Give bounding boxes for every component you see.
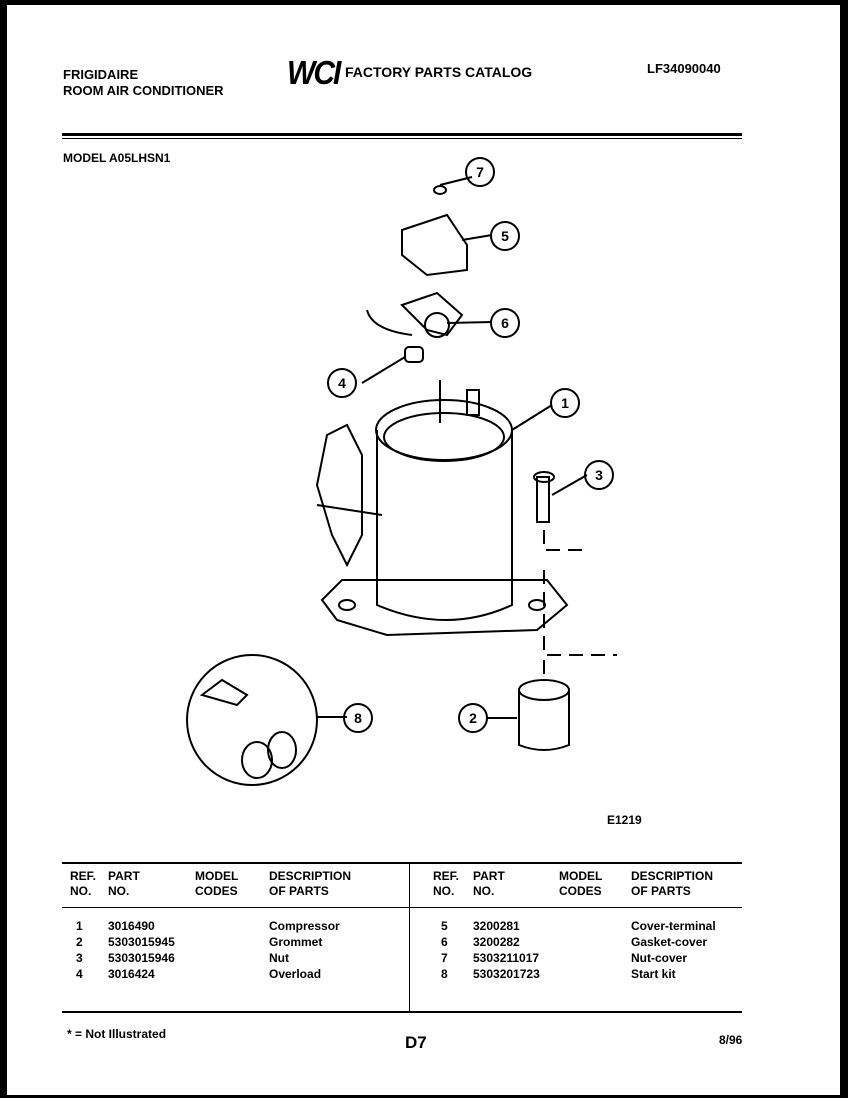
header-text: CODES	[195, 884, 238, 898]
part-no: 5303211017	[473, 951, 540, 965]
header-desc	[631, 869, 713, 899]
ref-no: 3	[76, 951, 83, 965]
callout-3: 3	[584, 460, 614, 490]
description: Overload	[269, 967, 322, 981]
header-part	[473, 869, 505, 899]
header-codes	[195, 869, 238, 899]
header-text: NO.	[473, 884, 495, 898]
part-no: 3016424	[108, 967, 155, 981]
header-ref	[70, 869, 96, 899]
callout-5: 5	[490, 221, 520, 251]
footnote: * = Not Illustrated	[67, 1027, 167, 1041]
brand: FRIGIDAIRE	[63, 67, 139, 82]
part-no: 3200281	[473, 919, 520, 933]
header-text: NO.	[433, 884, 455, 898]
callout-6: 6	[490, 308, 520, 338]
catalog-title: FACTORY PARTS CATALOG	[345, 64, 533, 80]
table-row	[62, 919, 407, 935]
part-no: 5303015946	[108, 951, 175, 965]
table-divider	[409, 862, 410, 1012]
header-desc	[269, 869, 351, 899]
parts-table-left	[62, 869, 407, 1009]
ref-no: 1	[76, 919, 83, 933]
revision-date: 8/96	[719, 1033, 743, 1047]
table-row	[425, 967, 745, 983]
ref-no: 5	[441, 919, 448, 933]
ref-no: 8	[441, 967, 448, 981]
header-text: DESCRIPTION	[631, 869, 714, 883]
description: Compressor	[269, 919, 340, 933]
header-text: PART	[108, 869, 140, 883]
description: Gasket-cover	[631, 935, 708, 949]
header-text: DESCRIPTION	[269, 869, 352, 883]
part-no: 3016490	[108, 919, 155, 933]
product-type: ROOM AIR CONDITIONER	[63, 83, 224, 98]
page-number: D7	[405, 1033, 427, 1052]
description: Grommet	[269, 935, 323, 949]
figure-id: E1219	[607, 813, 642, 827]
header-text: NO.	[70, 884, 92, 898]
header-text: OF PARTS	[269, 884, 329, 898]
catalog-number: LF34090040	[647, 61, 721, 76]
header-part	[108, 869, 140, 899]
header-text: REF.	[70, 869, 97, 883]
header-text: NO.	[108, 884, 130, 898]
header-ref	[433, 869, 459, 899]
parts-table-right	[425, 869, 745, 1009]
table-row	[425, 919, 745, 935]
description: Nut	[269, 951, 289, 965]
table-top-rule	[62, 862, 742, 864]
part-no: 5303201723	[473, 967, 540, 981]
ref-no: 4	[76, 967, 83, 981]
header-text: OF PARTS	[631, 884, 691, 898]
callout-4: 4	[327, 368, 357, 398]
ref-no: 2	[76, 935, 83, 949]
catalog-page	[7, 5, 840, 1095]
description: Nut-cover	[631, 951, 688, 965]
table-row	[62, 935, 407, 951]
terminal-cover-drawing	[402, 215, 467, 275]
description: Start kit	[631, 967, 676, 981]
callout-7: 7	[465, 157, 495, 187]
table-row	[425, 935, 745, 951]
callout-8: 8	[343, 703, 373, 733]
model-number: MODEL A05LHSN1	[63, 151, 171, 165]
ref-no: 6	[441, 935, 448, 949]
header-text: MODEL	[195, 869, 239, 883]
part-no: 3200282	[473, 935, 520, 949]
start-kit-detail	[187, 655, 317, 785]
wci-logo: WCI	[287, 55, 340, 92]
part-no: 5303015945	[108, 935, 175, 949]
header-text: PART	[473, 869, 505, 883]
header-text: CODES	[559, 884, 602, 898]
overload-drawing	[405, 347, 423, 362]
description: Cover-terminal	[631, 919, 716, 933]
callout-1: 1	[550, 388, 580, 418]
header-text: MODEL	[559, 869, 603, 883]
ref-no: 7	[441, 951, 448, 965]
table-row	[425, 951, 745, 967]
table-bottom-rule	[62, 1011, 742, 1013]
callout-2: 2	[458, 703, 488, 733]
table-row	[62, 951, 407, 967]
header-text: REF.	[433, 869, 460, 883]
table-row	[62, 967, 407, 983]
header-codes	[559, 869, 602, 899]
